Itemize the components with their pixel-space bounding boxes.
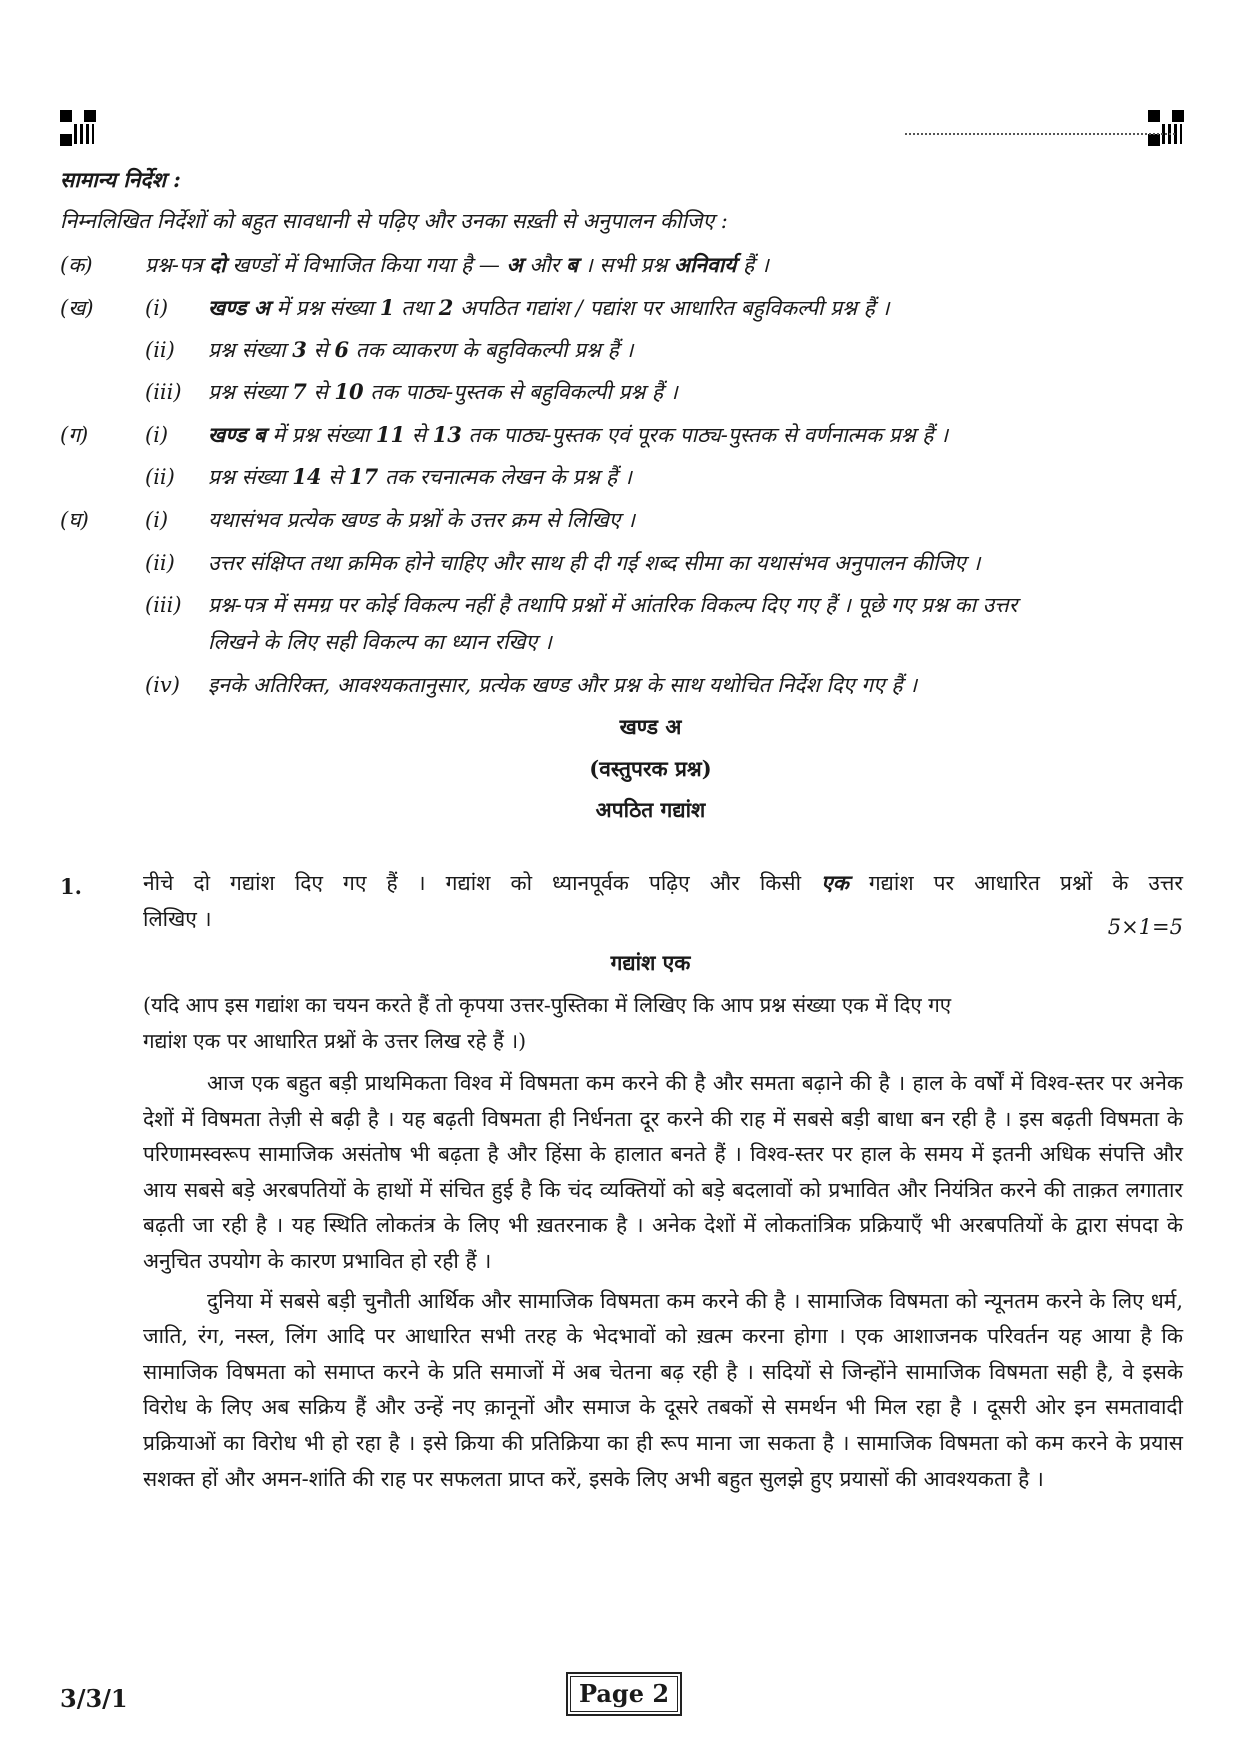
- instruction-kha-i-num: (i): [145, 296, 169, 320]
- instruction-kha-iii-text: प्रश्न संख्या 7 से 10 तक पाठ्य-पुस्तक से बहुविकल्पी प्रश्न हैं ।: [208, 379, 678, 404]
- instruction-ga-ii-num: (ii): [145, 465, 175, 489]
- instruction-ga-i-text: खण्ड ब में प्रश्न संख्या 11 से 13 तक पाठ्य-पुस्तक एवं पूरक पाठ्य-पुस्तक से वर्णनात्मक प्रश्न हैं ।: [208, 422, 949, 447]
- section-title: खण्ड अ: [619, 714, 682, 739]
- section-subtitle: (वस्तुपरक प्रश्न): [589, 756, 712, 781]
- instruction-gha-ii-text: उत्तर संक्षिप्त तथा क्रमिक होने चाहिए और साथ ही दी गई शब्द सीमा का यथासंभव अनुपालन कीजिए ।: [208, 551, 981, 575]
- instruction-kha-i-text: खण्ड अ में प्रश्न संख्या 1 तथा 2 अपठित गद्यांश / पद्यांश पर आधारित बहुविकल्पी प्रश्न हैं ।: [208, 295, 890, 320]
- passage-note-line1: (यदि आप इस गद्यांश का चयन करते हैं तो कृपया उत्तर-पुस्तिका में लिखिए कि आप प्रश्न संख्या एक में दिए गए: [143, 993, 952, 1017]
- question-1-text: नीचे दो गद्यांश दिए गए हैं । गद्यांश को ध्यानपूर्वक पढ़िए और किसी एक गद्यांश पर आधारित प्रश्नों के उत्तर: [143, 870, 1184, 895]
- instruction-gha-label: (घ): [60, 508, 89, 532]
- instruction-gha-ii-num: (ii): [145, 551, 175, 575]
- question-1-marks: 5×1=5: [1107, 915, 1183, 939]
- instruction-kha-iii-num: (iii): [145, 380, 182, 404]
- paper-code: 3/3/1: [60, 1684, 128, 1713]
- instruction-ka-text: प्रश्न-पत्र दो खण्डों में विभाजित किया गया है — अ और ब । सभी प्रश्न अनिवार्य हैं ।: [145, 252, 769, 277]
- qr-code-left-icon: [60, 110, 96, 146]
- instruction-gha-i-num: (i): [145, 508, 169, 532]
- qr-code-right-icon: [1148, 110, 1184, 146]
- instruction-ka-label: (क): [60, 253, 93, 277]
- instruction-ga-ii-text: प्रश्न संख्या 14 से 17 तक रचनात्मक लेखन के प्रश्न हैं ।: [208, 464, 632, 489]
- instruction-gha-iv-num: (iv): [145, 673, 180, 697]
- question-1-number: 1.: [60, 874, 82, 899]
- header-rule: [905, 133, 1175, 135]
- instruction-gha-iii-num: (iii): [145, 593, 182, 617]
- passage-paragraphs: [143, 1066, 1183, 1497]
- instructions-intro: निम्नलिखित निर्देशों को बहुत सावधानी से पढ़िए और उनका सख़्ती से अनुपालन कीजिए :: [60, 209, 728, 233]
- instructions-title: सामान्य निर्देश :: [60, 167, 181, 192]
- instruction-gha-iii-line1: प्रश्न-पत्र में समग्र पर कोई विकल्प नहीं है तथापि प्रश्नों में आंतरिक विकल्प दिए गए हैं । पूछे गए प्रश्न का उत्तर: [208, 593, 1018, 617]
- instruction-kha-ii-text: प्रश्न संख्या 3 से 6 तक व्याकरण के बहुविकल्पी प्रश्न हैं ।: [208, 337, 634, 362]
- instruction-gha-iii-line2: लिखने के लिए सही विकल्प का ध्यान रखिए ।: [208, 630, 552, 654]
- passage-paragraph-2: दुनिया में सबसे बड़ी चुनौती आर्थिक और सामाजिक विषमता कम करने की है । सामाजिक विषमता को न्यूनतम करने के लिए धर्म, जाति, रंग, नस्ल, लिंग आदि पर आधारित सभी तरह के भेदभावों को ख़त्म करना होगा । एक आशाजनक परिवर्तन यह आया है कि सामाजिक विषमता को समाप्त करने के प्रति समाजों में अब चेतना बढ़ रही है । सदियों से जिन्होंने सामाजिक विषमता सही है, वे इसके विरोध के लिए अब सक्रिय हैं और उन्हें नए क़ानूनों और समाज के दूसरे तबकों से समर्थन भी मिल रहा है । दूसरी ओर इन समतावादी प्रक्रियाओं का विरोध भी हो रहा है । इसे क्रिया की प्रतिक्रिया का ही रूप माना जा सकता है । सामाजिक विषमता को कम करने के प्रयास सशक्त हों और अमन-शांति की राह पर सफलता प्राप्त करें, इसके लिए अभी बहुत सुलझे हुए प्रयासों की आवश्यकता है ।: [143, 1288, 1183, 1491]
- page-number: Page 2: [566, 1672, 682, 1716]
- passage-title: गद्यांश एक: [610, 950, 691, 975]
- passage-note-line2: गद्यांश एक पर आधारित प्रश्नों के उत्तर लिख रहे हैं ।): [143, 1029, 527, 1053]
- instruction-kha-label: (ख): [60, 296, 94, 320]
- instruction-gha-i-text: यथासंभव प्रत्येक खण्ड के प्रश्नों के उत्तर क्रम से लिखिए ।: [208, 508, 636, 532]
- instruction-ga-label: (ग): [60, 423, 89, 447]
- question-1-text-line2: लिखिए ।: [143, 907, 212, 931]
- passage-paragraph-1: आज एक बहुत बड़ी प्राथमिकता विश्व में विषमता कम करने की है और समता बढ़ाने की है । हाल के वर्षों में विश्व-स्तर पर अनेक देशों में विषमता तेज़ी से बढ़ी है । यह बढ़ती विषमता ही निर्धनता दूर करने की राह में सबसे बड़ी बाधा बन रही है । इस बढ़ती विषमता के परिणामस्वरूप सामाजिक असंतोष भी बढ़ता है और हिंसा के हालात बनते हैं । विश्व-स्तर पर हाल के समय में इतनी अधिक संपत्ति और आय सबसे बड़े अरबपतियों के हाथों में संचित हुई है कि चंद व्यक्तियों को बड़े बदलावों को प्रभावित और नियंत्रित करने की ताक़त लगातार बढ़ती जा रही है । यह स्थिति लोकतंत्र के लिए भी ख़तरनाक है । अनेक देशों में लोकतांत्रिक प्रक्रियाएँ भी अरबपतियों के द्वारा संपदा के अनुचित उपयोग के कारण प्रभावित हो रही हैं ।: [143, 1071, 1183, 1273]
- instruction-ga-i-num: (i): [145, 423, 169, 447]
- section-heading: अपठित गद्यांश: [595, 797, 706, 822]
- instruction-gha-iv-text: इनके अतिरिक्त, आवश्यकतानुसार, प्रत्येक खण्ड और प्रश्न के साथ यथोचित निर्देश दिए गए हैं ।: [208, 673, 918, 697]
- instruction-kha-ii-num: (ii): [145, 338, 175, 362]
